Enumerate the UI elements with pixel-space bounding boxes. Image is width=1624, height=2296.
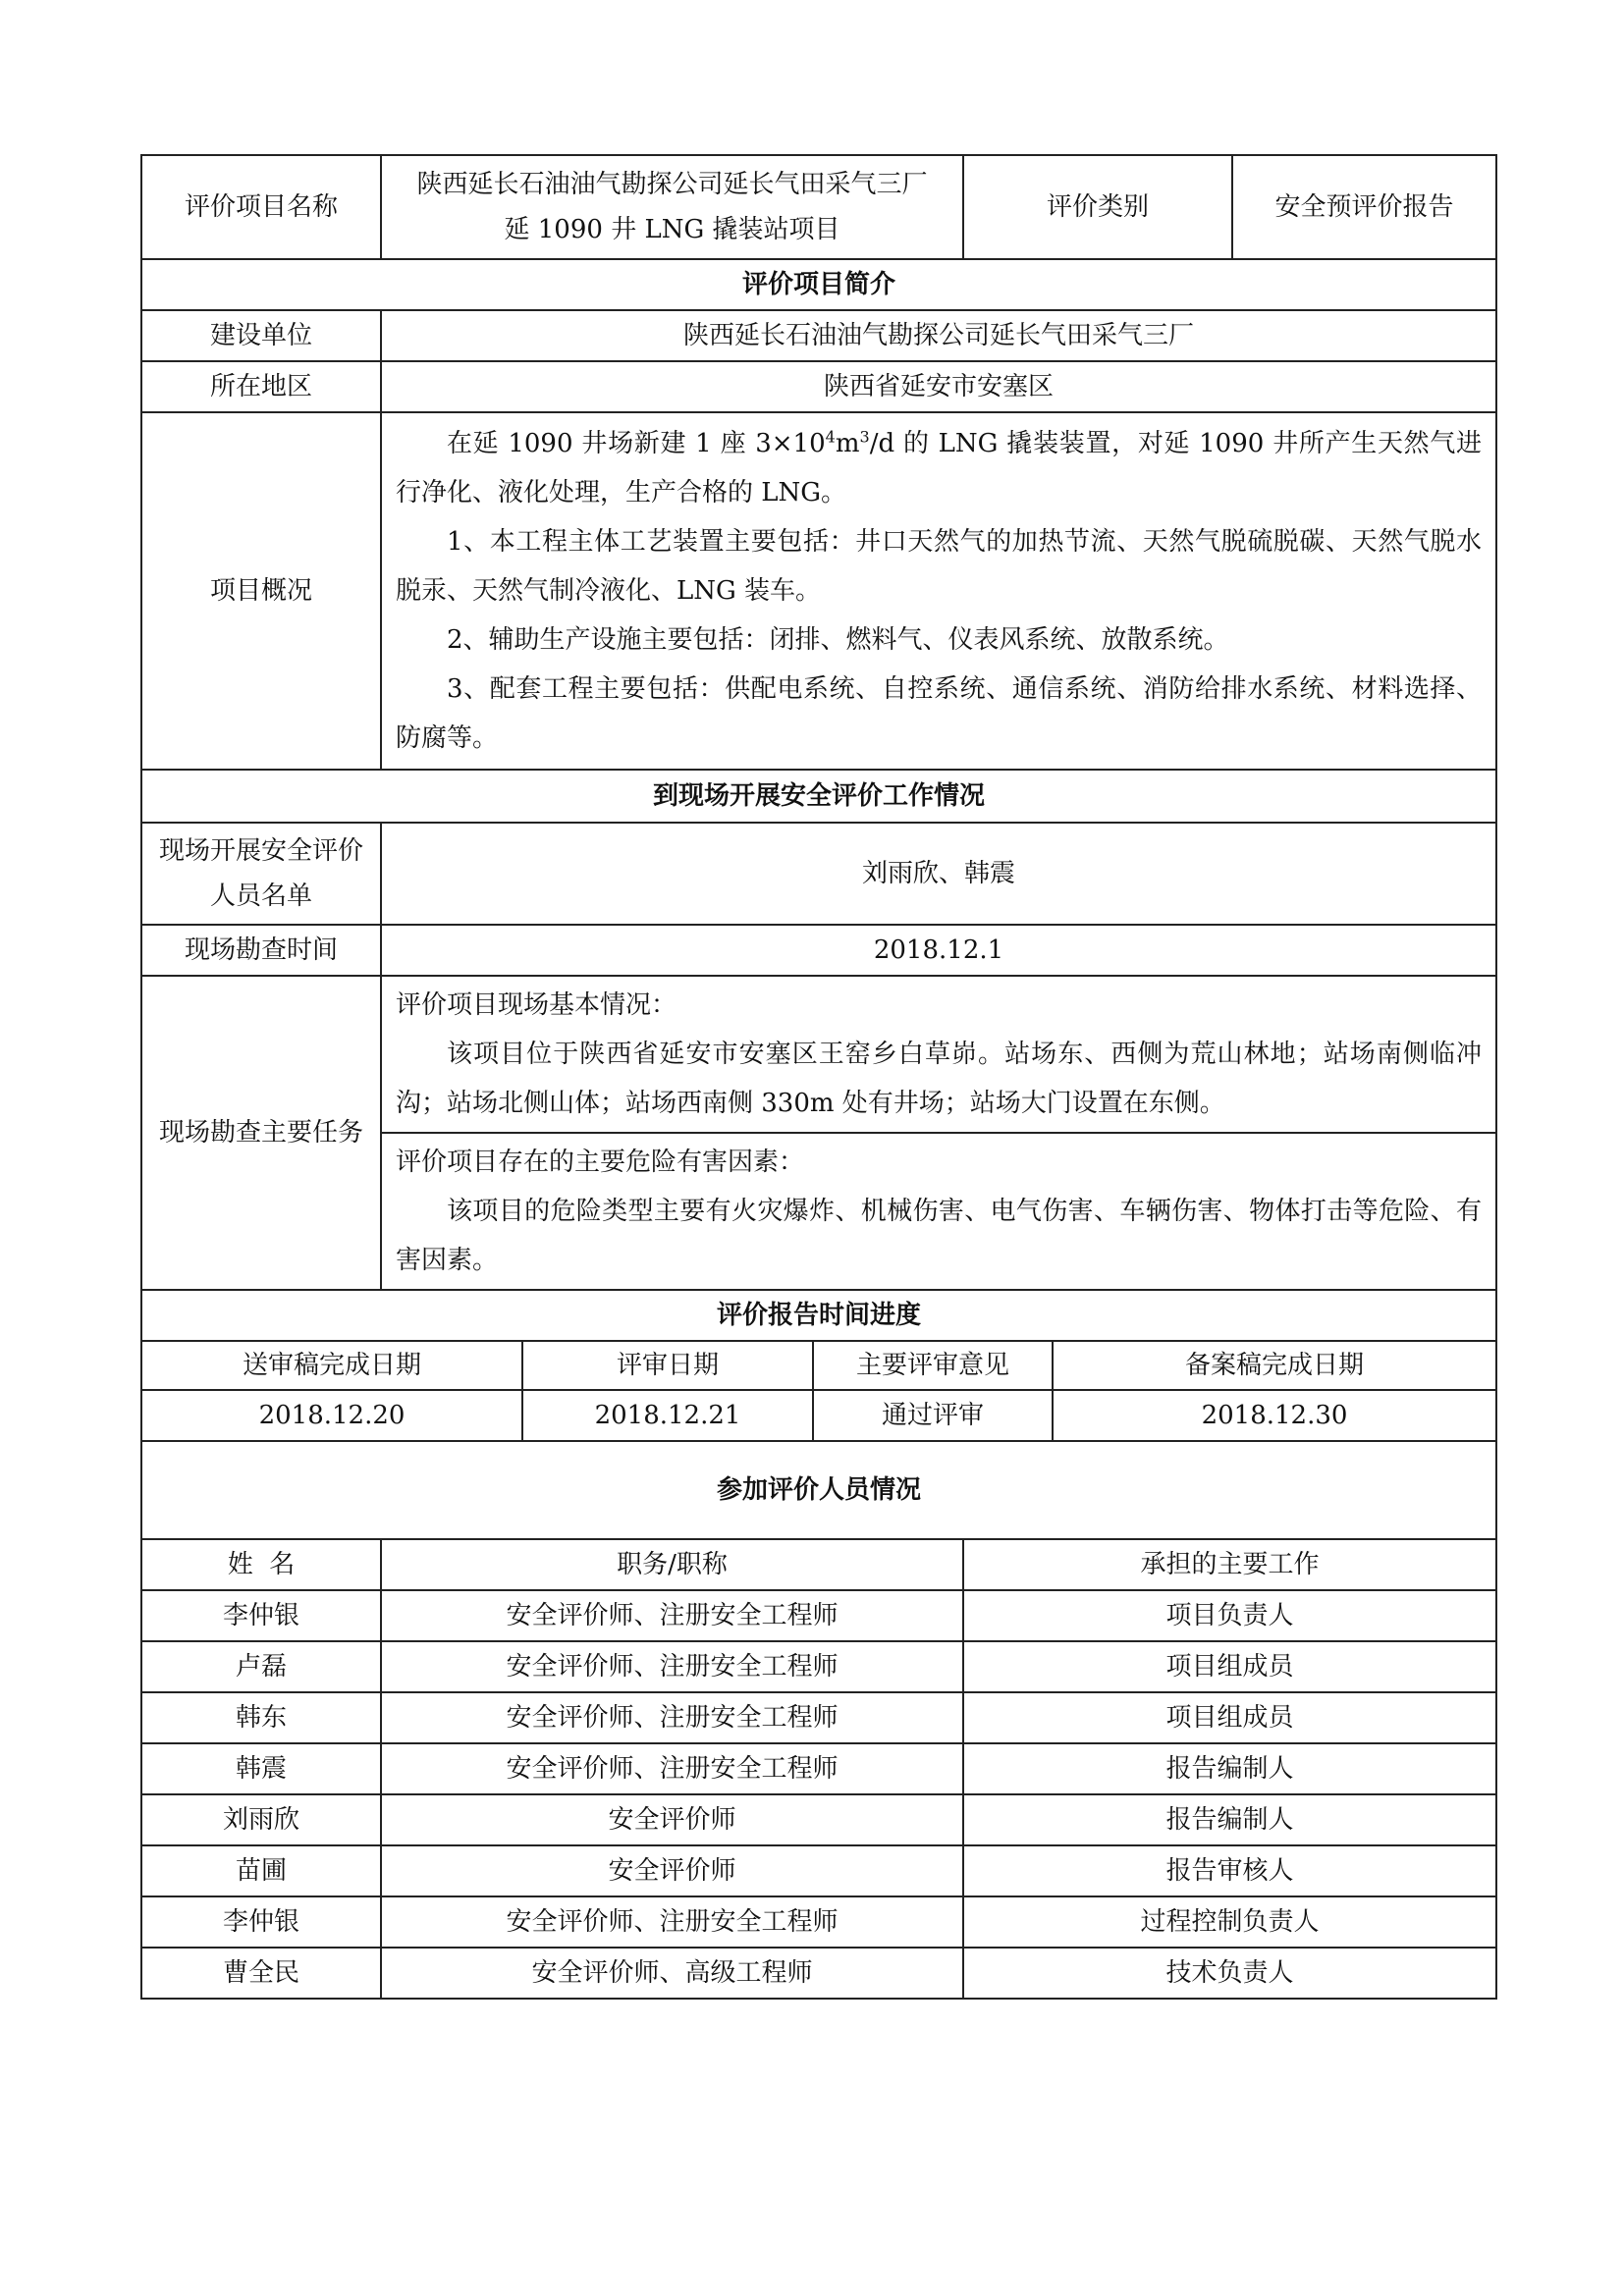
overview-paragraph-1: 在延 1090 井场新建 1 座 $3\times 10^4m^3/d$ 的 LNG 撬装装置，对延 1090 井所产生天然气进行净化、液化处理，生产合格的 LNG。: [396, 427, 1483, 507]
person-title: 安全评价师、注册安全工程师: [381, 1743, 963, 1794]
schedule-section-title: 评价报告时间进度: [141, 1290, 1496, 1341]
person-work: 报告编制人: [963, 1794, 1496, 1845]
personnel-header-row: [141, 1539, 1496, 1590]
person-title: 安全评价师、注册安全工程师: [381, 1692, 963, 1743]
person-work: 项目组成员: [963, 1692, 1496, 1743]
project-name-value: [381, 155, 963, 259]
table-row: [141, 1641, 1496, 1692]
schedule-value-filing: 2018.12.30: [1053, 1390, 1496, 1441]
table-row: [141, 1692, 1496, 1743]
evaluation-form: [140, 154, 1495, 2000]
site-hazard-heading: 评价项目存在的主要危险有害因素：: [396, 1148, 805, 1177]
schedule-header-review: 评审日期: [522, 1341, 813, 1390]
person-title: 安全评价师: [381, 1845, 963, 1896]
overview-paragraph-2: 1、本工程主体工艺装置主要包括：井口天然气的加热节流、天然气脱硫脱碳、天然气脱水脱汞、天然气制冷液化、LNG 装车。: [396, 527, 1483, 606]
site-hazard-cell: [381, 1133, 1496, 1290]
schedule-value-submit: 2018.12.20: [141, 1390, 522, 1441]
overview-label: 项目概况: [141, 412, 381, 770]
table-row: [141, 1590, 1496, 1641]
header-row: [141, 155, 1496, 259]
info-table: [140, 154, 1497, 2000]
site-basic-heading: 评价项目现场基本情况：: [396, 990, 677, 1020]
site-staff-value: 刘雨欣、韩震: [381, 823, 1496, 925]
overview-paragraph-3: 2、辅助生产设施主要包括：闭排、燃料气、仪表风系统、放散系统。: [447, 625, 1229, 655]
site-time-value: 2018.12.1: [381, 925, 1496, 976]
personnel-header-name: 姓 名: [141, 1539, 381, 1590]
schedule-value-review: 2018.12.21: [522, 1390, 813, 1441]
table-row: [141, 1794, 1496, 1845]
site-staff-label: 现场开展安全评价人员名单: [141, 823, 381, 925]
schedule-header-row: [141, 1341, 1496, 1390]
category-label: 评价类别: [963, 155, 1232, 259]
person-work: 技术负责人: [963, 1948, 1496, 1999]
person-work: 项目组成员: [963, 1641, 1496, 1692]
personnel-header-work: 承担的主要工作: [963, 1539, 1496, 1590]
table-row: [141, 1896, 1496, 1948]
person-title: 安全评价师、高级工程师: [381, 1948, 963, 1999]
location-value: 陕西省延安市安塞区: [381, 361, 1496, 412]
person-title: 安全评价师、注册安全工程师: [381, 1590, 963, 1641]
table-row: [141, 1948, 1496, 1999]
person-name: 刘雨欣: [141, 1794, 381, 1845]
person-name: 韩东: [141, 1692, 381, 1743]
table-row: [141, 1845, 1496, 1896]
person-name: 苗圃: [141, 1845, 381, 1896]
person-title: 安全评价师、注册安全工程师: [381, 1641, 963, 1692]
project-name-line1: 陕西延长石油油气勘探公司延长气田采气三厂: [416, 170, 928, 199]
schedule-value-row: [141, 1390, 1496, 1441]
person-work: 过程控制负责人: [963, 1896, 1496, 1948]
category-value: 安全预评价报告: [1232, 155, 1496, 259]
project-name-line2: 延 1090 井 LNG 撬装站项目: [504, 215, 840, 244]
personnel-header-title: 职务/职称: [381, 1539, 963, 1590]
personnel-section-title: 参加评价人员情况: [141, 1441, 1496, 1539]
builder-label: 建设单位: [141, 310, 381, 361]
person-title: 安全评价师、注册安全工程师: [381, 1896, 963, 1948]
site-time-label: 现场勘查时间: [141, 925, 381, 976]
person-name: 曹全民: [141, 1948, 381, 1999]
location-label: 所在地区: [141, 361, 381, 412]
site-basic-cell: [381, 976, 1496, 1133]
overview-paragraph-4: 3、配套工程主要包括：供配电系统、自控系统、通信系统、消防给排水系统、材料选择、防腐等。: [396, 674, 1483, 753]
overview-content: [381, 412, 1496, 770]
person-name: 卢磊: [141, 1641, 381, 1692]
site-section-title: 到现场开展安全评价工作情况: [141, 770, 1496, 823]
person-title: 安全评价师: [381, 1794, 963, 1845]
person-name: 李仲银: [141, 1590, 381, 1641]
person-work: 报告审核人: [963, 1845, 1496, 1896]
builder-value: 陕西延长石油油气勘探公司延长气田采气三厂: [381, 310, 1496, 361]
schedule-header-filing: 备案稿完成日期: [1053, 1341, 1496, 1390]
schedule-header-opinion: 主要评审意见: [813, 1341, 1053, 1390]
project-name-label: 评价项目名称: [141, 155, 381, 259]
schedule-header-submit: 送审稿完成日期: [141, 1341, 522, 1390]
intro-section-title: 评价项目简介: [141, 259, 1496, 310]
table-row: [141, 1743, 1496, 1794]
site-task-label: 现场勘查主要任务: [141, 976, 381, 1290]
person-work: 报告编制人: [963, 1743, 1496, 1794]
person-name: 李仲银: [141, 1896, 381, 1948]
schedule-value-opinion: 通过评审: [813, 1390, 1053, 1441]
person-name: 韩震: [141, 1743, 381, 1794]
site-basic-text: 该项目位于陕西省延安市安塞区王窑乡白草峁。站场东、西侧为荒山林地；站场南侧临冲沟；站场北侧山体；站场西南侧 330m 处有井场；站场大门设置在东侧。: [396, 1040, 1483, 1118]
person-work: 项目负责人: [963, 1590, 1496, 1641]
site-hazard-text: 该项目的危险类型主要有火灾爆炸、机械伤害、电气伤害、车辆伤害、物体打击等危险、有害因素。: [396, 1197, 1483, 1275]
